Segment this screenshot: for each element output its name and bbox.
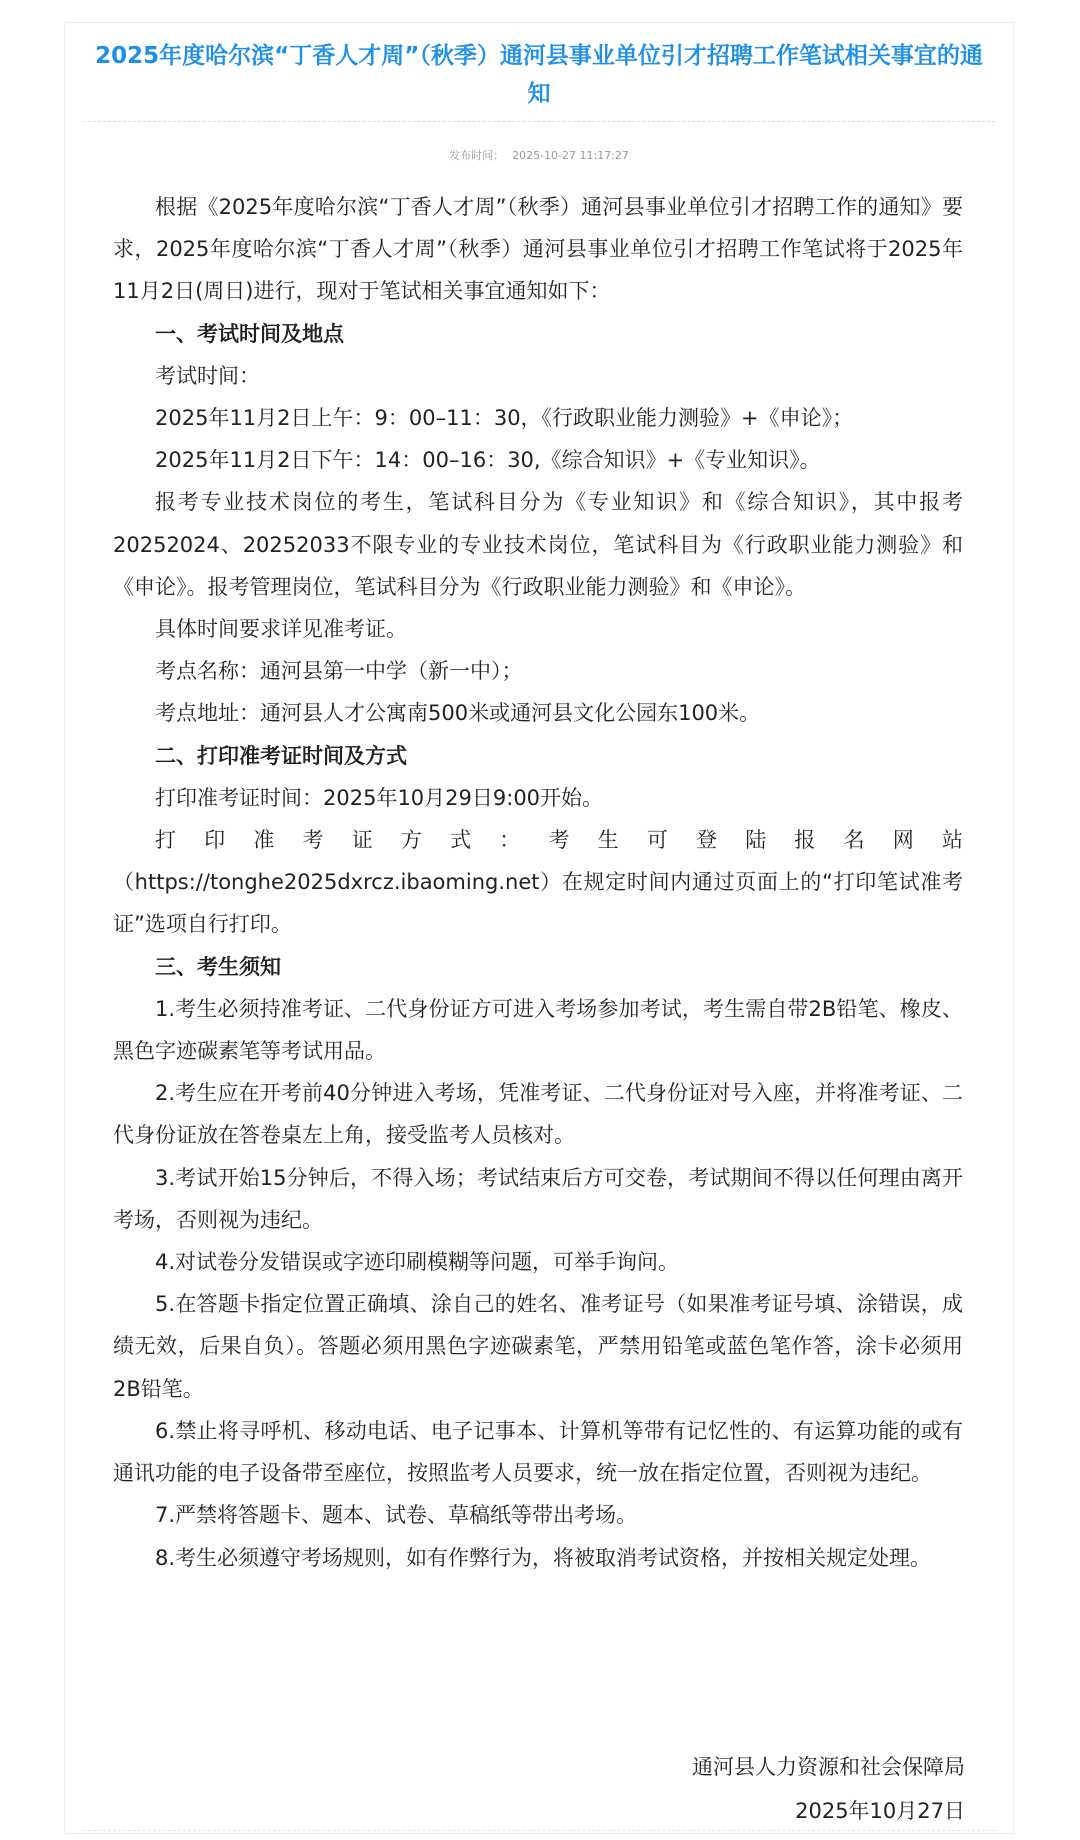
ticket-print-url: （https://tonghe2025dxrcz.ibaoming.net）在规定时间内通过页面上的“打印笔试准考证”选项自行打印。 — [113, 870, 963, 937]
rule-item-5: 5.在答题卡指定位置正确填、涂自己的姓名、准考证号（如果准考证号填、涂错误，成绩无效，后果自负）。答题必须用黑色字迹碳素笔，严禁用铅笔或蓝色笔作答，涂卡必须用2B铅笔。 — [113, 1292, 963, 1401]
exam-time-label: 考试时间： — [155, 363, 260, 388]
signature-block — [692, 1745, 965, 1833]
notice-page — [64, 22, 1014, 1834]
rule-item-1: 1.考生必须持准考证、二代身份证方可进入考场参加考试，考生需自带2B铅笔、橡皮、 黑色字迹碳素笔等考试用品。 — [113, 996, 963, 1064]
notice-body — [113, 186, 963, 1579]
publish-time-label: 发布时间： — [449, 149, 505, 162]
rule-item-3: 3.考试开始15分钟后，不得入场；考试结束后方可交卷，考试期间不得以任何理由离开考场，否则视为违纪。 — [113, 1165, 963, 1232]
rule-item-4: 4.对试卷分发错误或字迹印刷模糊等问题，可举手询问。 — [155, 1250, 680, 1275]
rule-item-6: 6.禁止将寻呼机、移动电话、电子记事本、计算机等带有记忆性的、有运算功能的或有通讯功能的电子设备带至座位，按照监考人员要求，统一放在指定位置，否则视为违纪。 — [113, 1418, 963, 1486]
exam-subjects-paragraph: 报考专业技术岗位的考生，笔试科目分为《专业知识》和《综合知识》，其中报考20252024、20252033不限专业的专业技术岗位，笔试科目为《行政职业能力测验》和《申论》。报考管理岗位，笔试科目分为《行政职业能力测验》和《申论》。 — [113, 490, 963, 599]
rule-item-7: 7.严禁将答题卡、题本、试卷、草稿纸等带出考场。 — [155, 1503, 638, 1528]
notice-title: 2025年度哈尔滨“丁香人才周”（秋季）通河县事业单位引才招聘工作笔试相关事宜的通知 — [95, 43, 983, 107]
title-divider — [83, 121, 995, 122]
exam-site-address: 考点地址：通河县人才公寓南500米或通河县文化公园东100米。 — [155, 701, 761, 726]
ticket-print-method: 打印准考证方式：考生可登陆报名网站 — [155, 828, 963, 853]
section-heading-admission-ticket: 二、打印准考证时间及方式 — [155, 743, 407, 768]
exam-site-name: 考点名称：通河县第一中学（新一中）； — [155, 659, 523, 684]
issue-date: 2025年10月27日 — [795, 1799, 965, 1823]
publish-meta — [65, 148, 1013, 164]
bottom-divider — [83, 1830, 995, 1831]
rule-item-8: 8.考生必须遵守考场规则，如有作弊行为，将被取消考试资格，并按相关规定处理。 — [155, 1545, 932, 1570]
section-heading-candidate-notes: 三、考生须知 — [155, 954, 281, 979]
rule-item-2: 2.考生应在开考前40分钟进入考场，凭准考证、二代身份证对号入座，并将准考证、二代身份证放在答卷桌左上角，接受监考人员核对。 — [113, 1081, 963, 1148]
exam-time-morning: 2025年11月2日上午：9：00–11：30，《行政职业能力测验》+《申论》； — [155, 406, 854, 431]
exam-time-afternoon: 2025年11月2日下午：14：00–16：30,《综合知识》+《专业知识》。 — [155, 448, 821, 473]
issuer-name: 通河县人力资源和社会保障局 — [692, 1755, 965, 1779]
publish-time-value: 2025-10-27 11:17:27 — [512, 149, 629, 162]
ticket-print-time: 打印准考证时间：2025年10月29日9:00开始。 — [155, 785, 604, 810]
exam-ticket-note: 具体时间要求详见准考证。 — [155, 617, 407, 642]
section-heading-exam-time-location: 一、考试时间及地点 — [155, 321, 344, 346]
intro-paragraph: 根据《2025年度哈尔滨“丁香人才周”（秋季）通河县事业单位引才招聘工作的通知》要求，2025年度哈尔滨“丁香人才周”（秋季）通河县事业单位引才招聘工作笔试将于2025年11月2日(周日)进行，现对于笔试相关事宜通知如下： — [113, 195, 963, 304]
